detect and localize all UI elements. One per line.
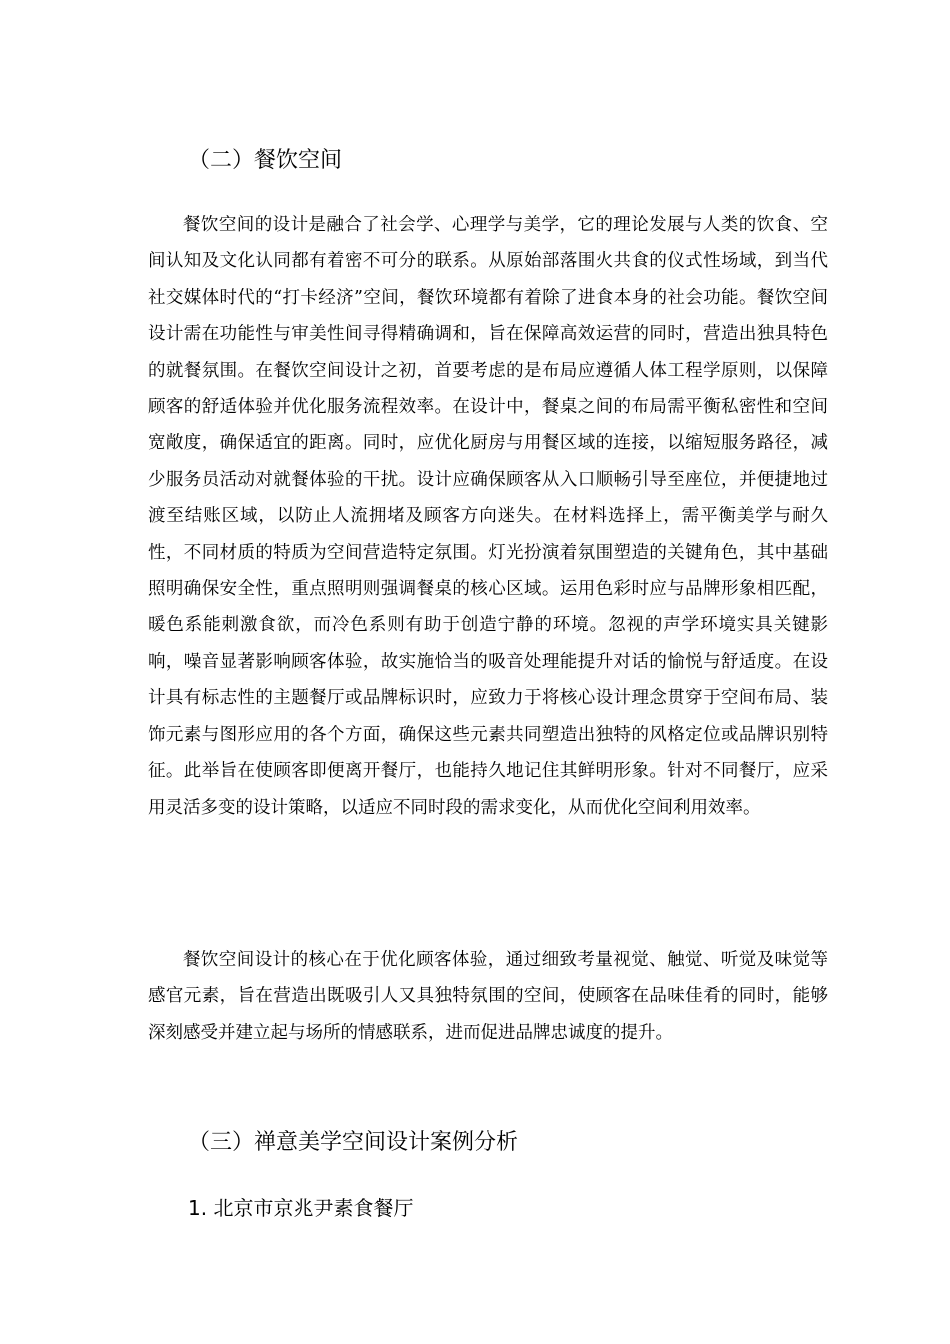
paragraph-dining-space-design: 餐饮空间的设计是融合了社会学、心理学与美学，它的理论发展与人类的饮食、空间认知及文化认同都有着密不可分的联系。从原始部落围火共食的仪式性场域，到当代社交媒体时代的“打卡经济”空间，餐饮环境都有着除了进食本身的社会功能。餐饮空间设计需在功能性与审美性间寻得精确调和，旨在保障高效运营的同时，营造出独具特色的就餐氛围。在餐饮空间设计之初，首要考虑的是布局应遵循人体工程学原则，以保障顾客的舒适体验并优化服务流程效率。在设计中，餐桌之间的布局需平衡私密性和空间宽敞度，确保适宜的距离。同时，应优化厨房与用餐区域的连接，以缩短服务路径，减少服务员活动对就餐体验的干扰。设计应确保顾客从入口顺畅引导至座位，并便捷地过渡至结账区域，以防止人流拥堵及顾客方向迷失。在材料选择上，需平衡美学与耐久性，不同材质的特质为空间营造特定氛围。灯光扮演着氛围塑造的关键角色，其中基础照明确保安全性，重点照明则强调餐桌的核心区域。运用色彩时应与品牌形象相匹配，暖色系能刺激食欲，而冷色系则有助于创造宁静的环境。忽视的声学环境实具关键影响，噪音显著影响顾客体验，故实施恰当的吸音处理能提升对话的愉悦与舒适度。在设计具有标志性的主题餐厅或品牌标识时，应致力于将核心设计理念贯穿于空间布局、装饰元素与图形应用的各个方面，确保这些元素共同塑造出独特的风格定位或品牌识别特征。此举旨在使顾客即便离开餐厅，也能持久地记住其鲜明形象。针对不同餐厅，应采用灵活多变的设计策略，以适应不同时段的需求变化，从而优化空间利用效率。 bbox=[148, 215, 828, 818]
section-heading-dining-space: （二）餐饮空间 bbox=[188, 148, 343, 173]
paragraph-customer-experience: 餐饮空间设计的核心在于优化顾客体验，通过细致考量视觉、触觉、听觉及味觉等感官元素，旨在营造出既吸引人又具独特氛围的空间，使顾客在品味佳肴的同时，能够深刻感受并建立起与场所的情感联系，进而促进品牌忠诚度的提升。 bbox=[148, 950, 828, 1043]
subsection-heading-restaurant: 1. 北京市京兆尹素食餐厅 bbox=[188, 1196, 414, 1220]
section-heading-case-study: （三）禅意美学空间设计案例分析 bbox=[188, 1130, 519, 1155]
